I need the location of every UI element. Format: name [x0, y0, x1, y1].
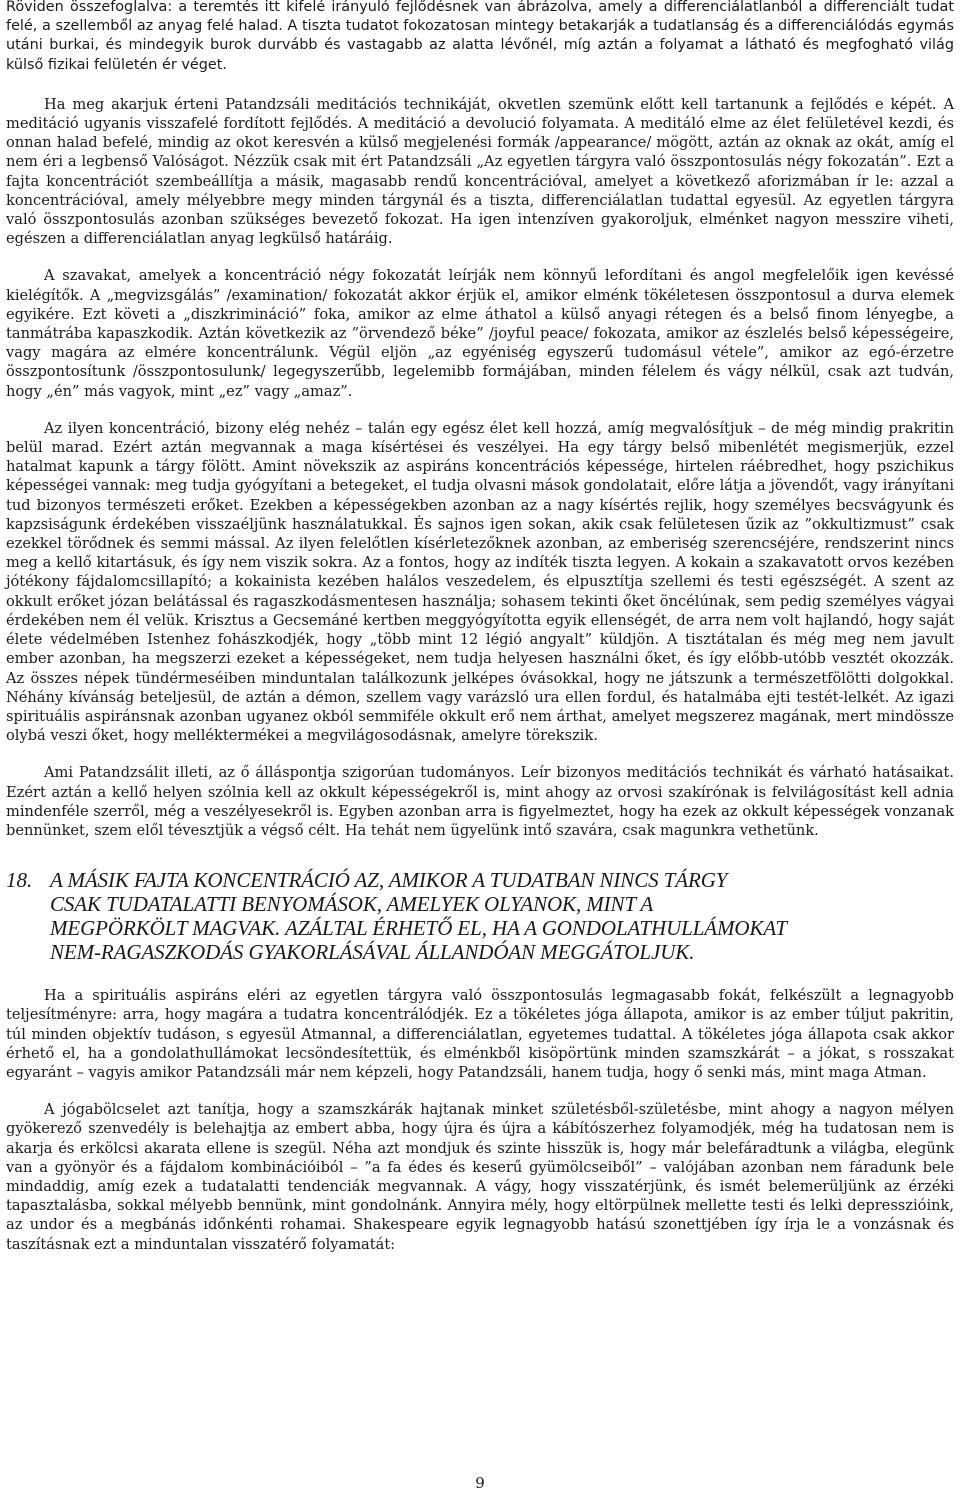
section-number: 18.	[6, 868, 33, 893]
paragraph: Ha meg akarjuk érteni Patandzsáli meditációs technikáját, okvetlen szemünk előtt kell tartanunk a fejlődés e képét. A meditáció ugyanis visszafelé fordított fejlődés. A meditáció a devolució folyamata. A meditáló elme az élet felületével kezdi, és onnan halad befelé, mindig az okot keresvén a külső megjelenési formák /appearance/ mögött, aztán az oknak az okát, amíg el nem éri a legbenső Valóságot. Nézzük csak mit ért Patandzsáli „Az egyetlen tárgyra való összpontosulás négy fokozatán”. Ezt a fajta koncentrációt szembeállítja a másik, magasabb rendű koncentrációval, amelyet a következő aforizmában ír le: azzal a koncentrációval, amely mélyebbre megy minden tárgynál és a tiszta, differenciálatlan tudattal egyesül. Az egyetlen tárgyra való összpontosulás azonban szükséges bevezető fokozat. Ha igen intenzíven gyakoroljuk, elménket nagyon messzire viheti, egészen a differenciálatlan anyag legkülső határáig.	[6, 95, 954, 248]
paragraph: A szavakat, amelyek a koncentráció négy fokozatát leírják nem könnyű lefordítani és angol megfelelőik igen kevéssé kielégítők. A „megvizsgálás” /examination/ fokozatát akkor érjük el, amikor elménk tökéletesen összpontosul a durva elemek egyikére. Ezt követi a „diszkrimináció” foka, amikor az elme áthatol a külső anyagi rétegen és a belső finom lényegbe, a tanmátrába kapaszkodik. Aztán következik az ”örvendező béke” /joyful peace/ fokozata, amikor az észlelés belső képességeire, vagy magára az elmére koncentrálunk. Végül eljön „az egyéniség egyszerű tudomásul vétele”, amikor az egó-érzetre összpontosítunk /összpontosulunk/ legegyszerűbb, legelemibb formájában, minden félelem és vágy nélkül, csak azt tudván, hogy „én” más vagyok, mint „ez” vagy „amaz”.	[6, 267, 954, 400]
paragraph: A jógabölcselet azt tanítja, hogy a szamszkárák hajtanak minket születésből-születésbe, mint ahogy a nagyon mélyen gyökerező szenvedély is belehajtja az embert abba, hogy újra és újra a kábítószerhez folyamodjék, még ha tudatosan nem is akarja és erkölcsi akarata ellene is szegül. Néha azt mondjuk és szinte hisszük is, hogy már belefáradtunk a világba, elegünk van a gyönyör és a fájdalom kombinációiból – ”a fa édes és keserű gyümölcseiből” – valójában azonban nem fáradunk bele mindaddig, amíg ezek a tudatalatti tendenciák megvannak. A vágy, hogy visszatérjünk, és ismét belemerüljünk az érzéki tapasztalásba, sokkal mélyebb bennünk, mint gondolnánk. Annyira mély, hogy eltörpülnek mellette testi és lelki depresszióink, az undor és a megbánás időnkénti rohamai. Shakespeare egyik legnagyobb hatású szonettjében így írja le a vonzásnak és taszításnak ezt a minduntalan visszatérő folyamatát:	[6, 1101, 954, 1253]
page-number: 9	[475, 1474, 485, 1492]
section-title-line: CSAK TUDATALATTI BENYOMÁSOK, AMELYEK OLYANOK, MINT A	[50, 892, 654, 917]
paragraph: Ami Patandzsálit illeti, az ő álláspontja szigorúan tudományos. Leír bizonyos meditációs technikát és várható hatásaikat. Ezért aztán a kellő helyen szólnia kell az okkult képességekről is, mint ahogy az orvosi szakírónak is felvilágosítást kell adnia mindenféle szerről, még a veszélyesekről is. Egyben azonban arra is figyelmeztet, hogy ha ezek az okkult képességek vonzanak bennünket, szem elől tévesztjük a végső célt. Ha tehát nem ügyelünk intő szavára, csak magunkra vethetünk.	[6, 764, 954, 839]
section-title-line: A MÁSIK FAJTA KONCENTRÁCIÓ AZ, AMIKOR A TUDATBAN NINCS TÁRGY	[50, 868, 728, 893]
section-title-line: NEM-RAGASZKODÁS GYAKORLÁSÁVAL ÁLLANDÓAN MEGGÁTOLJUK.	[50, 940, 695, 965]
paragraph-continuation: Röviden összefoglalva: a teremtés itt kifelé irányuló fejlődésnek van ábrázolva, amely a differenciálatlanból a differenciált tudat felé, a szellemből az anyag felé halad. A tiszta tudatot fokozatosan mintegy betakarják a tudatlanság és a differenciálódás egymás utáni burkai, és mindegyik burok durvább és vastagabb az alatta lévőnél, míg aztán a folyamat a látható és megfogható világ külső fizikai felületén ér véget.	[6, 0, 954, 73]
paragraph: Ha a spirituális aspiráns eléri az egyetlen tárgyra való összpontosulás legmagasabb fokát, felkészült a legnagyobb teljesítményre: arra, hogy magára a tudatra koncentrálódjék. Ez a tökéletes jóga állapota, amikor is az ember túljut pakritin, túl minden objektív tudáson, s egyesül Atmannal, a differenciálatlan, egyetemes tudattal. A tökéletes jóga állapota csak akkor érhető el, ha a gondolathullámokat lecsöndesítettük, és elménkből kisöpörtünk minden szamszkárát – a jókat, s rosszakat egyaránt – vagyis amikor Patandzsáli már nem képzeli, hogy Patandzsáli, hanem tudja, hogy ő senki más, mint maga Atman.	[6, 987, 954, 1081]
section-title	[50, 868, 954, 964]
paragraph: Az ilyen koncentráció, bizony elég nehéz – talán egy egész élet kell hozzá, amíg megvalósítjuk – de még mindig prakritin belül marad. Ezért aztán megvannak a maga kísértései és veszélyei. Ha egy tárgy belső mibenlétét megismerjük, ezzel hatalmat kapunk a tárgy fölött. Amint növekszik az aspiráns koncentrációs képessége, hirtelen ráébredhet, hogy pszichikus képességei vannak: meg tudja gyógyítani a betegeket, el tudja olvasni mások gondolatait, előre látja a jövendőt, vagy irányítani tud bizonyos természeti erőket. Ezekben a képességekben azonban az a nagy kísértés rejlik, hogy személyes becsvágyunk és kapzsiságunk érdekében visszaéljünk használatukkal. És sajnos igen sokan, akik csak felületesen űzik az ”okkultizmust” csak ezekkel törődnek és semmi mással. Az ilyen felelőtlen kísérletezőknek azonban, az emberiség szerencséjére, rendszerint nincs meg a kellő kitartásuk, és így nem viszik sokra. Az a fontos, hogy az indíték tiszta legyen. A kokain a szakavatott orvos kezében jótékony fájdalomcsillapító; a kokainista kezében halálos veszedelem, és elpusztítja szellemi és testi egészségét. A szent az okkult erőket józan belátással és ragaszkodásmentesen használja; sohasem tekinti őket öncélúnak, sem pedig személyes vágyai érdekében nem él velük. Krisztus a Gecsemáné kertben meggyógyította egyik ellenségét, de arra nem volt hajlandó, hogy saját élete védelmében Istenhez fohászkodjék, hogy „több mint 12 légió angyalt” küldjön. A tisztátalan és még meg nem javult ember azonban, ha megszerzi ezeket a képességeket, nem tudja helyesen használni őket, és így előbb-utóbb vesztét okozzák. Az összes népek tündérmeséiben minduntalan találkozunk jelképes óvásokkal, hogy ne játszunk a természetfölötti dolgokkal. Néhány kívánság beteljesül, de aztán a démon, szellem vagy varázsló ura ellen fordul, és hatalmába ejti testét-lelkét. Az igazi spirituális aspiránsnak azonban ugyanez okból semmiféle okkult erő nem árthat, amelyet megszerez magának, mert mindössze olybá veszi őket, hogy melléktermékei a megvilágosodásnak, amelyre törekszik.	[6, 419, 954, 745]
section-heading	[6, 868, 954, 964]
section-title-line: MEGPÖRKÖLT MAGVAK. AZÁLTAL ÉRHETŐ EL, HA A GONDOLATHULLÁMOKAT	[50, 916, 787, 941]
